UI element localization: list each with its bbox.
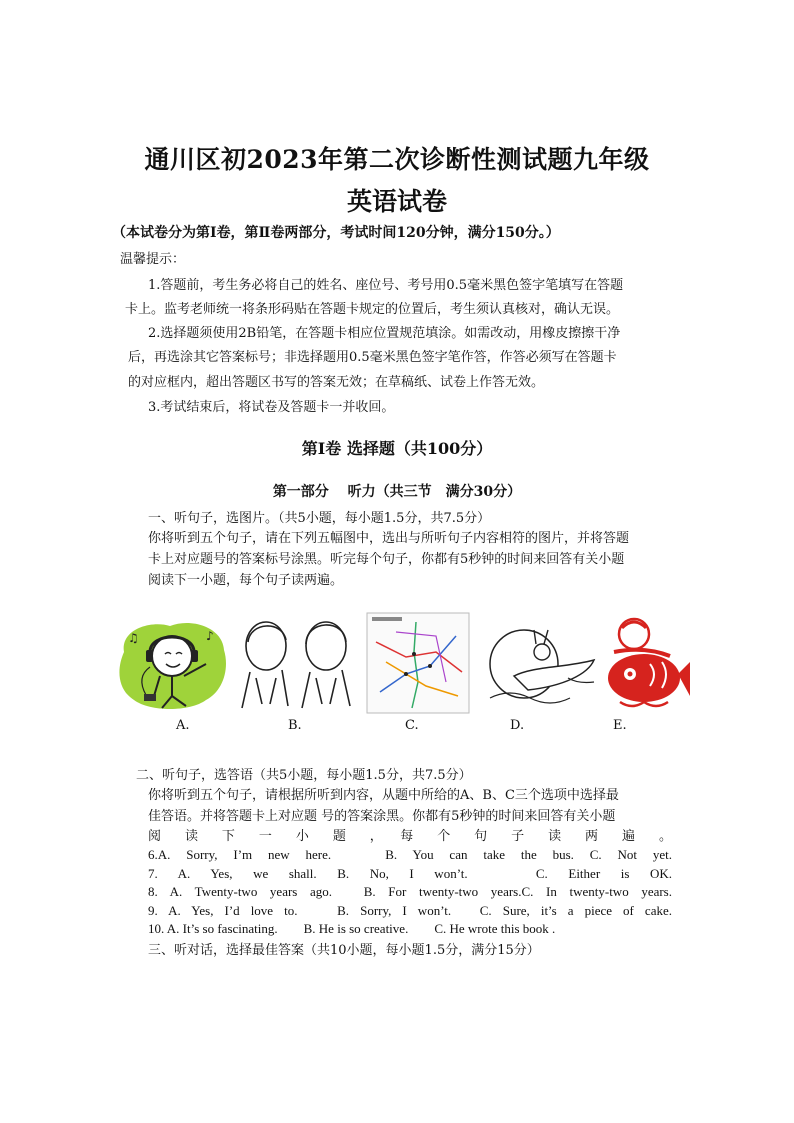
picture-label-a: A. <box>176 718 190 733</box>
listening-boy-picture <box>110 612 235 714</box>
tip-2-line-2: 后，再选涂其它答案标号；非选择题用0.5毫米黑色签字笔作答，作答必须写在答题卡 <box>128 350 617 365</box>
q2-instruction-2: 佳答语。并将答题卡上对应题 号的答案涂黑。你都有5秒钟的时间来回答有关小题 <box>148 809 616 824</box>
picture-label-b: B. <box>288 718 302 733</box>
paper-cut-fish-picture <box>600 612 692 714</box>
moon-rabbit-picture <box>484 612 604 714</box>
question-7: 7. A. Yes, we shall. B. No, I won’t. C. Either is OK. <box>148 866 672 881</box>
question-6: 6.A. Sorry, I’m new here. B. You can take the bus. C. Not yet. <box>148 847 672 862</box>
tip-3: 3.考试结束后，将试卷及答题卡一并收回。 <box>148 400 395 415</box>
tip-1-line-2: 卡上。监考老师统一将条形码贴在答题卡规定的位置后，考生须认真核对，确认无误。 <box>125 302 620 317</box>
picture-label-d: D. <box>510 718 525 733</box>
exam-subtitle: 英语试卷 <box>346 187 447 216</box>
q3-heading: 三、听对话，选择最佳答案（共10小题，每小题1.5分，满分15分） <box>148 943 540 958</box>
svg-text:♫: ♫ <box>128 631 139 645</box>
subway-map-picture <box>366 612 470 714</box>
picture-label-c: C. <box>405 718 419 733</box>
q1-instruction-2: 卡上对应题号的答案标号涂黑。听完每个句子，你都有5秒钟的时间来回答有关小题 <box>148 552 625 567</box>
picture-label-e: E. <box>613 718 627 733</box>
exam-title: 通川区初2023年第二次诊断性测试题九年级 <box>144 145 650 174</box>
q2-heading: 二、听句子，选答语（共5小题，每小题1.5分，共7.5分） <box>136 768 472 783</box>
part-title: 第一部分 听力（共三节 满分30分） <box>272 484 522 500</box>
question-10: 10. A. It’s so fascinating. B. He is so creative. C. He wrote this book . <box>148 921 556 936</box>
exam-note: （本试卷分为第Ⅰ卷，第Ⅱ卷两部分，考试时间120分钟，满分150分。） <box>112 225 560 241</box>
two-people-picture <box>236 612 356 714</box>
q2-instruction-3: 阅 读 下 一 小 题 ， 每 个 句 子 读 两 遍 。 <box>148 829 672 844</box>
q2-instruction-1: 你将听到五个句子，请根据所听到内容，从题中所给的A、B、C三个选项中选择最 <box>148 788 619 803</box>
question-9: 9. A. Yes, I’d love to. B. Sorry, I won’t. C. Sure, it’s a piece of cake. <box>148 903 672 918</box>
question-8: 8. A. Twenty-two years ago. B. For twenty-two years.C. In twenty-two years. <box>148 884 672 899</box>
tip-2-line-3: 的对应框内，超出答题区书写的答案无效；在草稿纸、试卷上作答无效。 <box>128 375 545 390</box>
q1-instruction-1: 你将听到五个句子，请在下列五幅图中，选出与所听句子内容相符的图片，并将答题 <box>148 531 630 546</box>
q1-instruction-3: 阅读下一小题，每个句子读两遍。 <box>148 573 344 588</box>
tips-heading: 温馨提示： <box>120 252 186 267</box>
section-title: 第Ⅰ卷 选择题（共100分） <box>301 439 493 458</box>
tip-1-line-1: 1.答题前，考生务必将自己的姓名、座位号、考号用0.5毫米黑色签字笔填写在答题 <box>148 278 624 293</box>
svg-text:♪: ♪ <box>206 629 214 643</box>
tip-2-line-1: 2.选择题须使用2B铅笔，在答题卡相应位置规范填涂。如需改动，用橡皮擦擦干净 <box>148 326 621 341</box>
q1-heading: 一、听句子，选图片。（共5小题，每小题1.5分，共7.5分） <box>148 511 491 526</box>
